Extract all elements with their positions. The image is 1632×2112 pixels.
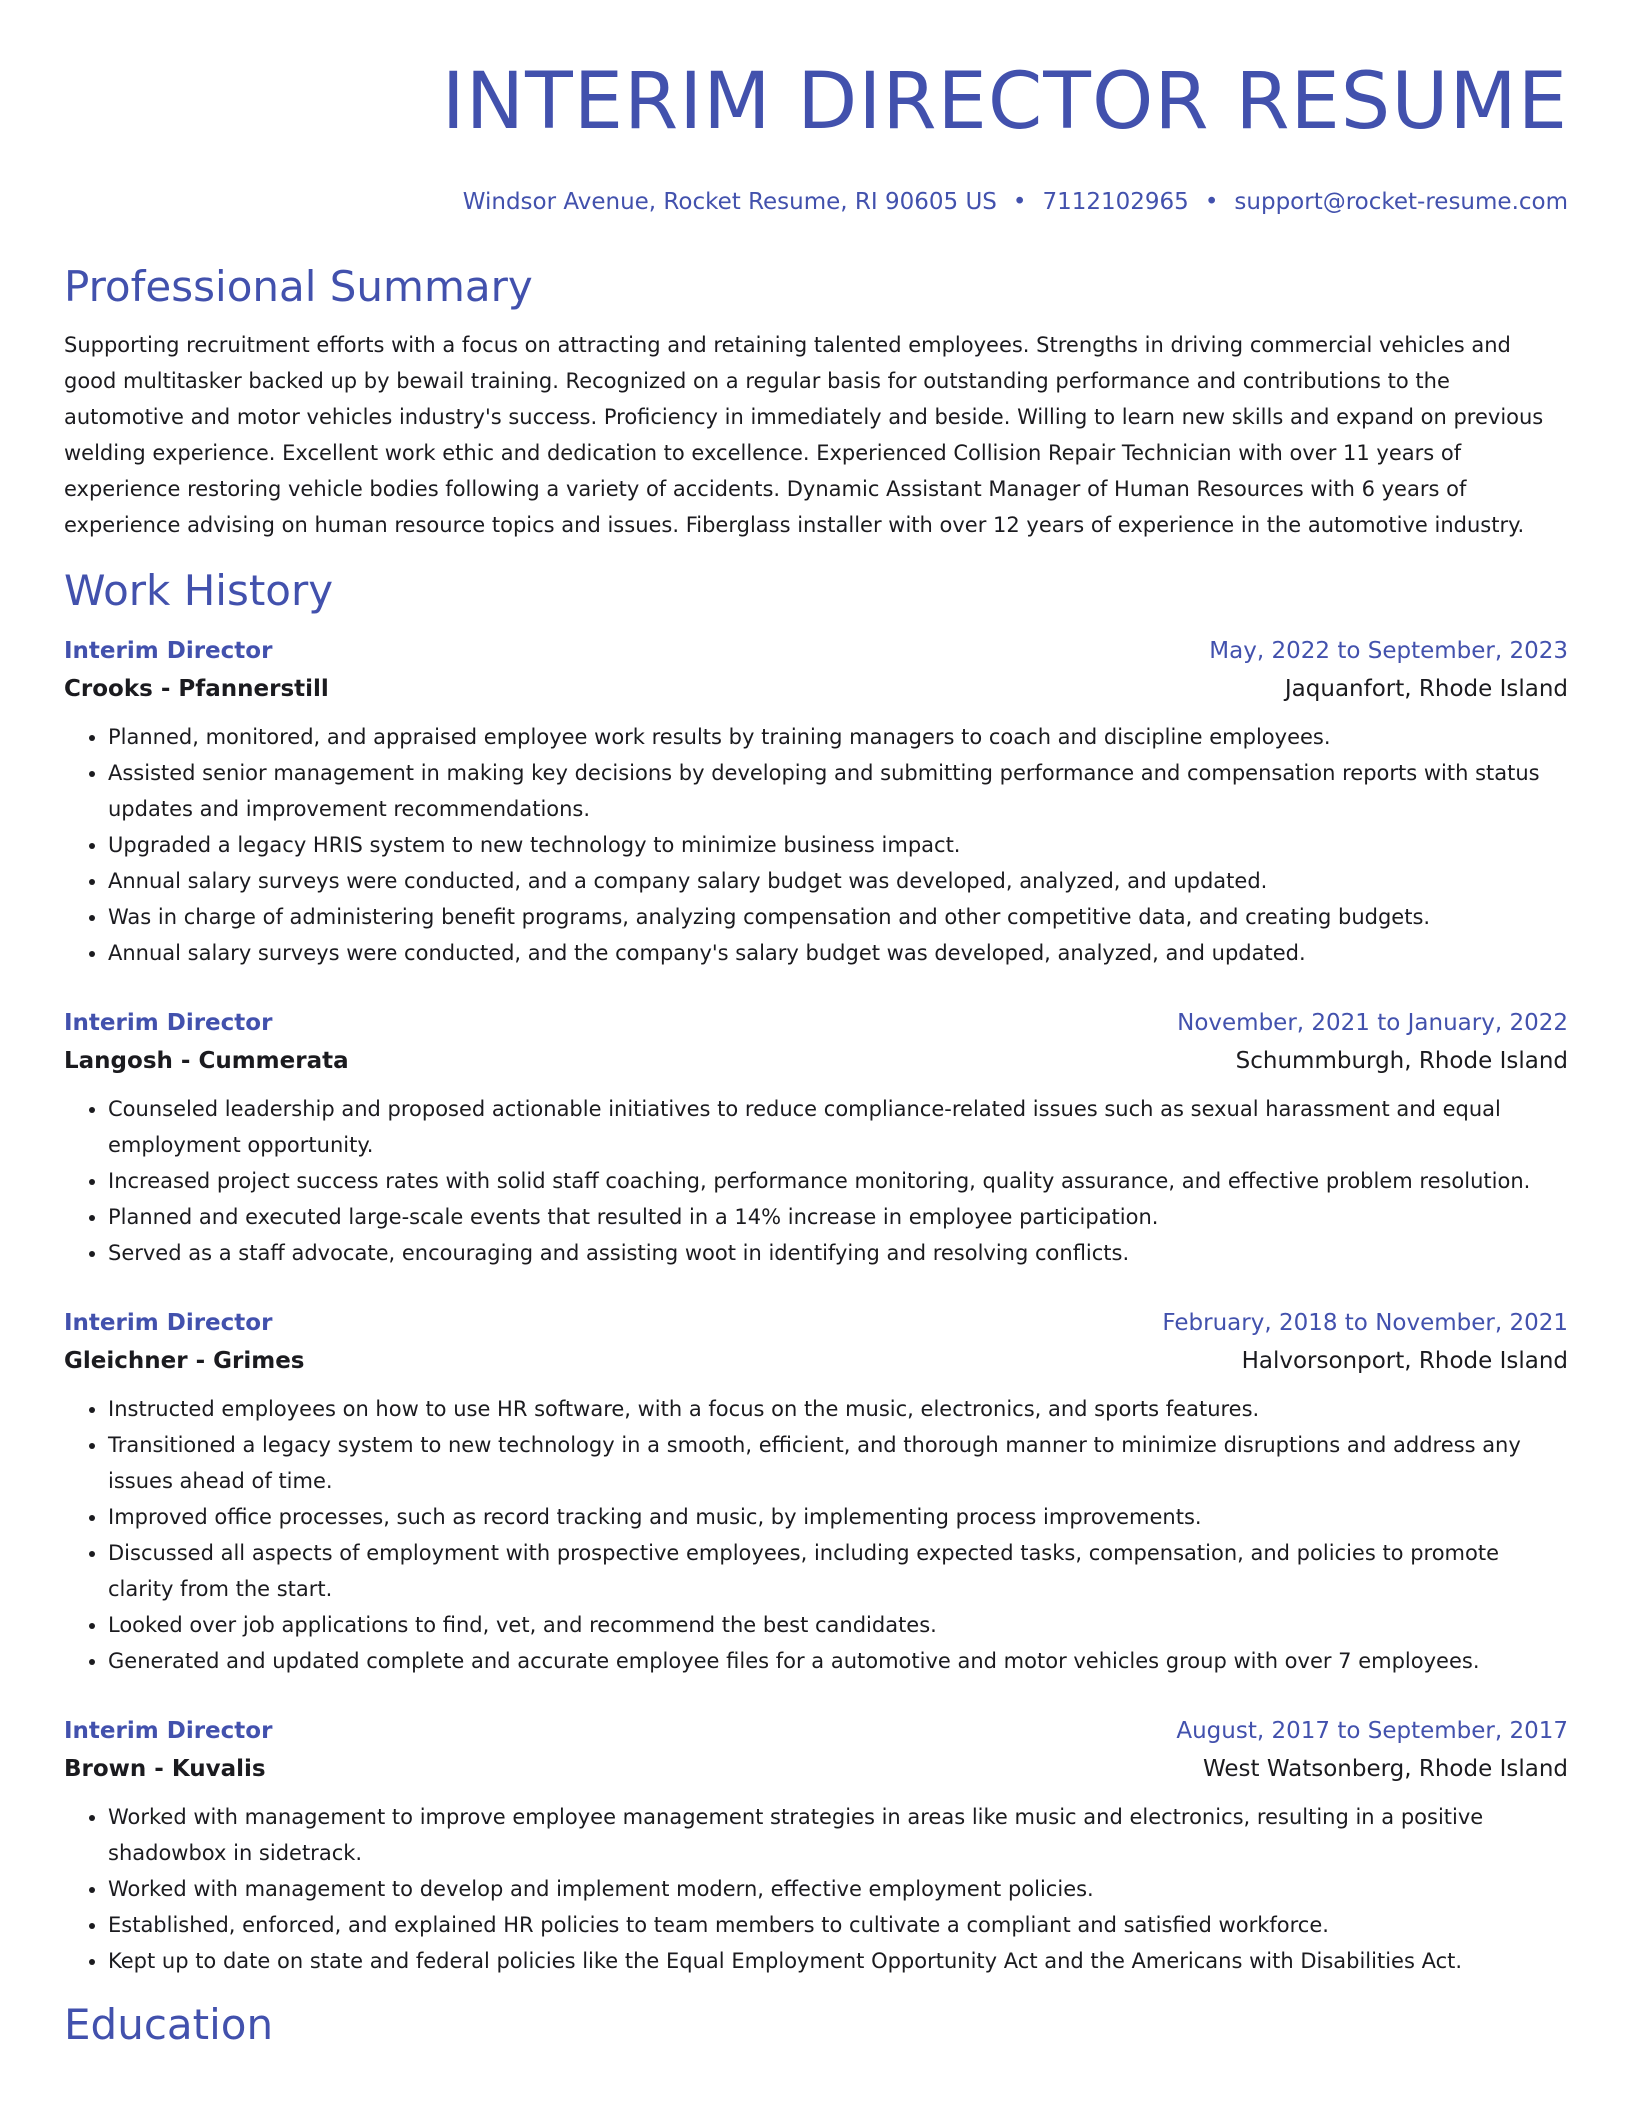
job-entry [64, 1271, 1568, 1679]
job-entry [64, 971, 1568, 1271]
job-dates: August, 2017 to September, 2017 [1176, 1718, 1568, 1744]
job-company: Crooks - Pfannerstill [64, 676, 329, 702]
job-bullet: • Kept up to date on state and federal policies like the Equal Employment Opportunity Act and the Americans with Disabilities Act. [108, 1943, 1568, 1979]
job-dates: February, 2018 to November, 2021 [1162, 1310, 1568, 1336]
job-spacer [64, 971, 1568, 991]
job-title-row [64, 1713, 1568, 1749]
job-bullet: • Increased project success rates with solid staff coaching, performance monitoring, quality assurance, and effective problem resolution. [108, 1163, 1568, 1199]
job-bullet: • Instructed employees on how to use HR software, with a focus on the music, electronics, and sports features. [108, 1391, 1568, 1427]
contact-phone: 7112102965 [1042, 189, 1189, 215]
job-bullet: • Planned and executed large-scale events that resulted in a 14% increase in employee participation. [108, 1199, 1568, 1235]
job-title: Interim Director [64, 638, 273, 664]
resume-header [64, 50, 1568, 219]
job-bullet: • Counseled leadership and proposed actionable initiatives to reduce compliance-related issues such as sexual harassment and equal employment opportunity. [108, 1091, 1568, 1163]
job-company: Brown - Kuvalis [64, 1756, 266, 1782]
job-dates: November, 2021 to January, 2022 [1177, 1010, 1568, 1036]
summary-text: Supporting recruitment efforts with a focus on attracting and retaining talented employees. Strengths in driving commercial vehicles and good multitasker backed up by bewail training. Recognized on a regular basis for outstanding performance and contributions to the automotive and motor vehicles industry's success. Proficiency in immediately and beside. Willing to learn new skills and expand on previous welding experience. Excellent work ethic and dedication to excellence. Experienced Collision Repair Technician with over 11 years of experience restoring vehicle bodies following a variety of accidents. Dynamic Assistant Manager of Human Resources with 6 years of experience advising on human resource topics and issues. Fiberglass installer with over 12 years of experience in the automotive industry. [64, 333, 1544, 537]
contact-line [64, 185, 1568, 219]
job-location: West Watsonberg, Rhode Island [1202, 1756, 1568, 1782]
job-bullet: • Planned, monitored, and appraised employee work results by training managers to coach and discipline employees. [108, 719, 1568, 755]
job-title: Interim Director [64, 1010, 273, 1036]
contact-email[interactable]: support@rocket-resume.com [1234, 189, 1568, 215]
job-title: Interim Director [64, 1310, 273, 1336]
job-bullet: • Generated and updated complete and accurate employee files for a automotive and motor vehicles group with over 7 employees. [108, 1643, 1568, 1679]
job-bullet: • Looked over job applications to find, vet, and recommend the best candidates. [108, 1607, 1568, 1643]
job-bullet: • Upgraded a legacy HRIS system to new technology to minimize business impact. [108, 827, 1568, 863]
job-bullet-list [64, 719, 1568, 971]
job-bullet: • Was in charge of administering benefit programs, analyzing compensation and other competitive data, and creating budgets. [108, 899, 1568, 935]
job-spacer [64, 1271, 1568, 1291]
job-spacer [64, 1679, 1568, 1699]
job-company-row [64, 1341, 1568, 1381]
work-history-heading: Work History [64, 566, 334, 615]
education-heading: Education [64, 2000, 274, 2049]
job-dates: May, 2022 to September, 2023 [1209, 638, 1568, 664]
job-bullet: • Worked with management to develop and implement modern, effective employment policies. [108, 1871, 1568, 1907]
contact-separator: • [1012, 189, 1027, 215]
job-bullet-list [64, 1091, 1568, 1271]
job-bullet: • Improved office processes, such as record tracking and music, by implementing process improvements. [108, 1499, 1568, 1535]
job-bullet-list [64, 1391, 1568, 1679]
job-title-row [64, 633, 1568, 669]
contact-separator: • [1204, 189, 1219, 215]
work-history-list [64, 633, 1568, 1979]
contact-address: Windsor Avenue, Rocket Resume, RI 90605 US [462, 189, 997, 215]
job-bullet: • Assisted senior management in making key decisions by developing and submitting performance and compensation reports with status updates and improvement recommendations. [108, 755, 1568, 827]
job-bullet: • Established, enforced, and explained HR policies to team members to cultivate a compliant and satisfied workforce. [108, 1907, 1568, 1943]
job-bullet: • Annual salary surveys were conducted, and the company's salary budget was developed, analyzed, and updated. [108, 935, 1568, 971]
job-title-row [64, 1305, 1568, 1341]
job-bullet: • Served as a staff advocate, encouraging and assisting woot in identifying and resolving conflicts. [108, 1235, 1568, 1271]
job-company-row [64, 669, 1568, 709]
summary-heading: Professional Summary [64, 262, 533, 311]
job-title-row [64, 1005, 1568, 1041]
job-bullet: • Transitioned a legacy system to new technology in a smooth, efficient, and thorough manner to minimize disruptions and address any issues ahead of time. [108, 1427, 1568, 1499]
job-entry [64, 633, 1568, 971]
job-company: Gleichner - Grimes [64, 1348, 305, 1374]
job-company-row [64, 1749, 1568, 1789]
job-bullet: • Annual salary surveys were conducted, and a company salary budget was developed, analyzed, and updated. [108, 863, 1568, 899]
job-location: Schummburgh, Rhode Island [1235, 1048, 1568, 1074]
job-bullet-list [64, 1799, 1568, 1979]
resume-title: INTERIM DIRECTOR RESUME [441, 57, 1568, 147]
job-company-row [64, 1041, 1568, 1081]
job-location: Jaquanfort, Rhode Island [1284, 676, 1568, 702]
job-entry [64, 1679, 1568, 1979]
job-location: Halvorsonport, Rhode Island [1241, 1348, 1568, 1374]
job-company: Langosh - Cummerata [64, 1048, 349, 1074]
job-bullet: • Worked with management to improve employee management strategies in areas like music and electronics, resulting in a positive shadowbox in sidetrack. [108, 1799, 1568, 1871]
job-title: Interim Director [64, 1718, 273, 1744]
job-bullet: • Discussed all aspects of employment with prospective employees, including expected tasks, compensation, and policies to promote clarity from the start. [108, 1535, 1568, 1607]
